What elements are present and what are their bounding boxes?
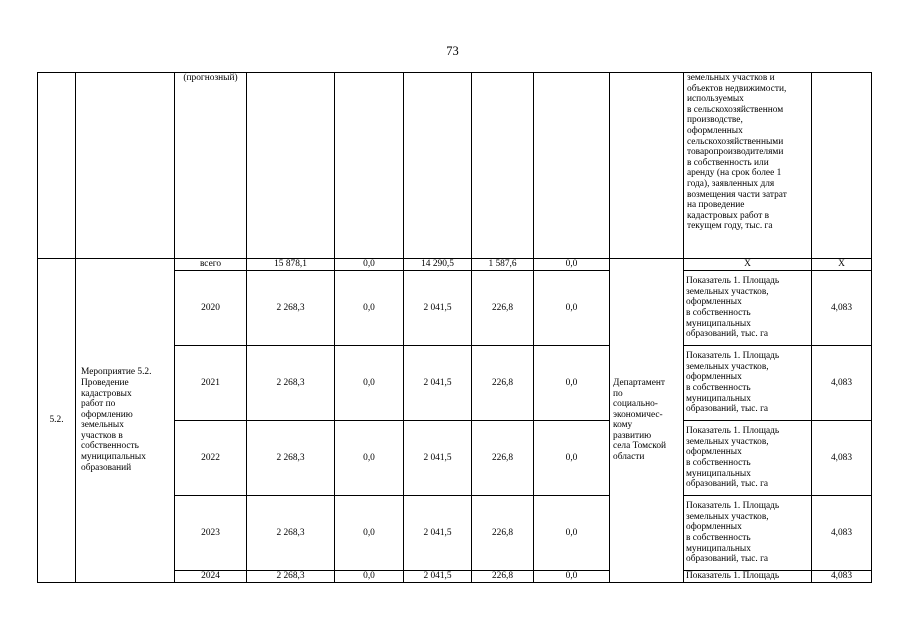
other-cell: 0,0 [534,571,610,583]
program-table [37,72,872,583]
cont-indicator-cell: земельных участков и объектов недвижимости, используемых в сельскохозяйственном производстве, оформленных сельскохозяйственными товаропроизводителями в собственность или аренду (на срок более 1 года), заявленных для возмещения части затрат на проведение кадастровых работ в текущем году, тыс. га [684,73,812,259]
regional-cell: 2 041,5 [404,421,472,496]
regional-cell: 14 290,5 [404,259,472,271]
local-cell: 226,8 [472,346,534,421]
local-cell: 226,8 [472,271,534,346]
total-cell: 2 268,3 [247,421,335,496]
local-cell: 226,8 [472,496,534,571]
value-cell: 4,083 [812,346,872,421]
value-cell: 4,083 [812,571,872,583]
cont-local-cell [472,73,534,259]
year-cell: 2021 [175,346,247,421]
cont-executor-cell [610,73,684,259]
executor-cell: Департамент по социально- экономичес- кому развитию села Томской области [610,259,684,583]
cont-period-cell: (прогнозный) [175,73,247,259]
indicator-cell: Показатель 1. Площадь земельных участков, оформленных в собственность муниципальных образований, тыс. га [684,271,812,346]
regional-cell: 2 041,5 [404,496,472,571]
other-cell: 0,0 [534,496,610,571]
value-cell: 4,083 [812,421,872,496]
value-cell: 4,083 [812,496,872,571]
total-cell: 2 268,3 [247,271,335,346]
cont-total-cell [247,73,335,259]
total-cell: 15 878,1 [247,259,335,271]
year-cell: 2020 [175,271,247,346]
regional-cell: 2 041,5 [404,571,472,583]
regional-cell: 2 041,5 [404,346,472,421]
total-cell: 2 268,3 [247,571,335,583]
federal-cell: 0,0 [335,571,404,583]
indicator-cell: Показатель 1. Площадь земельных участков, оформленных в собственность муниципальных образований, тыс. га [684,496,812,571]
year-cell: всего [175,259,247,271]
regional-cell: 2 041,5 [404,271,472,346]
measure-number: 5.2. [38,259,76,583]
cont-value-cell [812,73,872,259]
measure-name: Мероприятие 5.2. Проведение кадастровых работ по оформлению земельных участков в собственность муниципальных образований [76,259,175,583]
other-cell: 0,0 [534,346,610,421]
indicator-cell: Показатель 1. Площадь земельных участков, оформленных в собственность муниципальных образований, тыс. га [684,421,812,496]
page-number: 73 [446,44,459,58]
other-cell: 0,0 [534,421,610,496]
federal-cell: 0,0 [335,259,404,271]
local-cell: 1 587,6 [472,259,534,271]
indicator-cell: Х [684,259,812,271]
year-cell: 2022 [175,421,247,496]
federal-cell: 0,0 [335,346,404,421]
value-cell: Х [812,259,872,271]
cont-name-cell [76,73,175,259]
year-cell: 2024 [175,571,247,583]
cont-federal-cell [335,73,404,259]
federal-cell: 0,0 [335,421,404,496]
total-cell: 2 268,3 [247,496,335,571]
federal-cell: 0,0 [335,271,404,346]
year-cell: 2023 [175,496,247,571]
indicator-cell: Показатель 1. Площадь [684,571,812,583]
local-cell: 226,8 [472,421,534,496]
continuation-row [38,73,872,259]
cont-other-cell [534,73,610,259]
value-cell: 4,083 [812,271,872,346]
other-cell: 0,0 [534,271,610,346]
indicator-cell: Показатель 1. Площадь земельных участков, оформленных в собственность муниципальных образований, тыс. га [684,346,812,421]
table-row [38,259,872,271]
local-cell: 226,8 [472,571,534,583]
cont-regional-cell [404,73,472,259]
federal-cell: 0,0 [335,496,404,571]
total-cell: 2 268,3 [247,346,335,421]
cont-number-cell [38,73,76,259]
other-cell: 0,0 [534,259,610,271]
